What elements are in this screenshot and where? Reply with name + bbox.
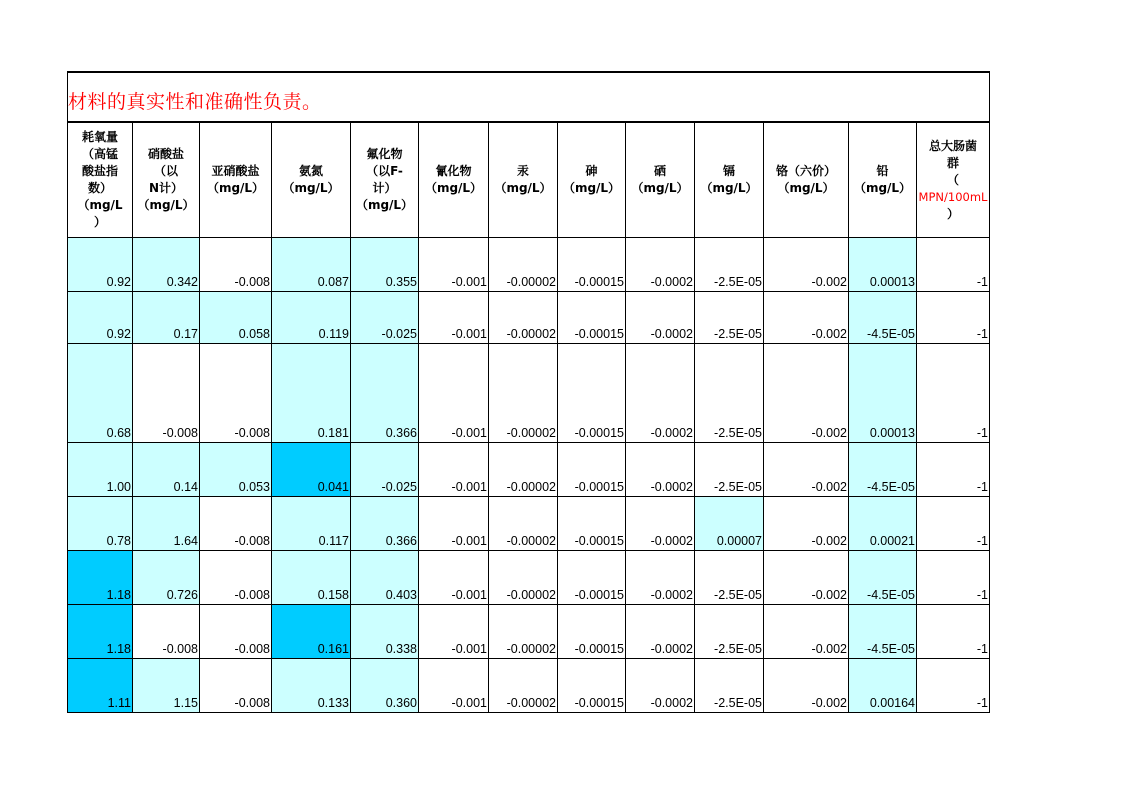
cell-fluoride[interactable]: -0.025 — [351, 292, 419, 344]
cell-ammonia[interactable]: 0.181 — [272, 344, 351, 443]
cell-nitrite[interactable]: -0.008 — [200, 497, 272, 551]
header-line: （mg/L） — [777, 181, 835, 195]
header-line: 酸盐指 — [81, 164, 118, 178]
cell-mercury[interactable]: -0.00002 — [489, 497, 558, 551]
header-line: 铬（六价） — [775, 164, 836, 178]
column-header-arsenic — [558, 123, 626, 238]
cell-arsenic[interactable]: -0.00015 — [558, 238, 626, 292]
cell-mercury[interactable]: -0.00002 — [489, 605, 558, 659]
table-row — [68, 443, 990, 497]
cell-nitrate[interactable]: 1.15 — [133, 659, 200, 713]
header-line: 砷 — [585, 164, 598, 178]
cell-fluoride[interactable]: 0.366 — [351, 497, 419, 551]
cell-coliform[interactable]: -1 — [917, 659, 990, 713]
cell-cyanide[interactable]: -0.001 — [419, 497, 489, 551]
header-line: 镉 — [722, 164, 735, 178]
header-line: （mg/L） — [206, 181, 265, 195]
header-line: （mg/L） — [137, 198, 195, 212]
header-line: 硝酸盐 — [147, 147, 184, 161]
cell-mercury[interactable]: -0.00002 — [489, 292, 558, 344]
cell-selenium[interactable]: -0.0002 — [626, 605, 695, 659]
cell-cod-mn[interactable]: 1.11 — [68, 659, 133, 713]
cell-cadmium[interactable]: -2.5E-05 — [695, 292, 764, 344]
cell-selenium[interactable]: -0.0002 — [626, 292, 695, 344]
cell-cod-mn[interactable]: 0.78 — [68, 497, 133, 551]
cell-mercury[interactable]: -0.00002 — [489, 443, 558, 497]
header-line: MPN/100mL — [918, 189, 988, 204]
cell-nitrate[interactable]: -0.008 — [133, 344, 200, 443]
cell-ammonia[interactable]: 0.158 — [272, 551, 351, 605]
cell-coliform[interactable]: -1 — [917, 551, 990, 605]
header-line: （以F- — [366, 164, 403, 178]
table-row — [68, 292, 990, 344]
table-row — [68, 344, 990, 443]
column-header-cod-mn — [68, 123, 133, 238]
cell-lead[interactable]: 0.00021 — [849, 497, 917, 551]
cell-coliform[interactable]: -1 — [917, 344, 990, 443]
header-line: 氟化物 — [366, 147, 403, 161]
cell-arsenic[interactable]: -0.00015 — [558, 659, 626, 713]
column-header-cyanide — [419, 123, 489, 238]
header-line: （ — [946, 172, 959, 187]
cell-fluoride[interactable]: 0.403 — [351, 551, 419, 605]
cell-mercury[interactable]: -0.00002 — [489, 238, 558, 292]
column-header-chromium-vi — [764, 123, 849, 238]
header-line: （mg/L） — [355, 198, 414, 212]
header-line: 总大肠菌 — [928, 138, 977, 153]
cell-fluoride[interactable]: 0.338 — [351, 605, 419, 659]
cell-chromium-vi[interactable]: -0.002 — [764, 605, 849, 659]
header-line: （mg/L） — [853, 181, 912, 195]
cell-selenium[interactable]: -0.0002 — [626, 659, 695, 713]
cell-ammonia[interactable]: 0.161 — [272, 605, 351, 659]
cell-ammonia[interactable]: 0.041 — [272, 443, 351, 497]
cell-selenium[interactable]: -0.0002 — [626, 443, 695, 497]
table-row — [68, 551, 990, 605]
header-line: （mg/L） — [494, 181, 552, 195]
data-table — [67, 122, 990, 713]
cell-arsenic[interactable]: -0.00015 — [558, 443, 626, 497]
header-line: ） — [93, 215, 106, 229]
cell-cadmium[interactable]: -2.5E-05 — [695, 551, 764, 605]
cell-lead[interactable]: -4.5E-05 — [849, 605, 917, 659]
cell-nitrite[interactable]: 0.058 — [200, 292, 272, 344]
header-line: （mg/L） — [424, 181, 483, 195]
header-line: 硒 — [653, 164, 666, 178]
cell-nitrate[interactable]: -0.008 — [133, 605, 200, 659]
title-row — [67, 71, 990, 122]
cell-arsenic[interactable]: -0.00015 — [558, 551, 626, 605]
cell-arsenic[interactable]: -0.00015 — [558, 344, 626, 443]
cell-mercury[interactable]: -0.00002 — [489, 659, 558, 713]
header-line: 计） — [372, 181, 397, 195]
column-header-coliform — [917, 123, 990, 238]
header-line: （mg/L） — [700, 181, 758, 195]
cell-chromium-vi[interactable]: -0.002 — [764, 551, 849, 605]
cell-lead[interactable]: 0.00164 — [849, 659, 917, 713]
cell-mercury[interactable]: -0.00002 — [489, 551, 558, 605]
cell-cyanide[interactable]: -0.001 — [419, 292, 489, 344]
cell-coliform[interactable]: -1 — [917, 497, 990, 551]
column-header-fluoride — [351, 123, 419, 238]
cell-chromium-vi[interactable]: -0.002 — [764, 292, 849, 344]
cell-cyanide[interactable]: -0.001 — [419, 659, 489, 713]
cell-fluoride[interactable]: -0.025 — [351, 443, 419, 497]
spreadsheet — [67, 71, 990, 714]
cell-cadmium[interactable]: 0.00007 — [695, 497, 764, 551]
cell-nitrite[interactable]: -0.008 — [200, 605, 272, 659]
cell-cod-mn[interactable]: 1.18 — [68, 551, 133, 605]
header-line: （高锰 — [81, 147, 118, 161]
table-row — [68, 238, 990, 292]
cell-fluoride[interactable]: 0.366 — [351, 344, 419, 443]
header-row — [68, 123, 990, 238]
cell-lead[interactable]: 0.00013 — [849, 238, 917, 292]
cell-cadmium[interactable]: -2.5E-05 — [695, 443, 764, 497]
table-row — [68, 497, 990, 551]
cell-coliform[interactable]: -1 — [917, 292, 990, 344]
cell-cyanide[interactable]: -0.001 — [419, 238, 489, 292]
cell-lead[interactable]: -4.5E-05 — [849, 292, 917, 344]
table-row — [68, 605, 990, 659]
header-line: （mg/L — [77, 198, 123, 212]
cell-cyanide[interactable]: -0.001 — [419, 605, 489, 659]
cell-cod-mn[interactable]: 0.92 — [68, 292, 133, 344]
column-header-nitrate — [133, 123, 200, 238]
cell-ammonia[interactable]: 0.119 — [272, 292, 351, 344]
header-line: 汞 — [516, 164, 529, 178]
cell-coliform[interactable]: -1 — [917, 443, 990, 497]
cell-nitrate[interactable]: 0.14 — [133, 443, 200, 497]
cell-cadmium[interactable]: -2.5E-05 — [695, 344, 764, 443]
cell-nitrite[interactable]: -0.008 — [200, 238, 272, 292]
cell-nitrate[interactable]: 0.17 — [133, 292, 200, 344]
header-line: （以 — [153, 164, 178, 178]
cell-cod-mn[interactable]: 1.18 — [68, 605, 133, 659]
header-line: 亚硝酸盐 — [211, 164, 260, 178]
cell-nitrite[interactable]: -0.008 — [200, 659, 272, 713]
cell-mercury[interactable]: -0.00002 — [489, 344, 558, 443]
header-line: 数） — [87, 181, 112, 195]
cell-selenium[interactable]: -0.0002 — [626, 497, 695, 551]
cell-ammonia[interactable]: 0.117 — [272, 497, 351, 551]
header-line: N计） — [148, 181, 184, 195]
cell-nitrite[interactable]: -0.008 — [200, 551, 272, 605]
header-line: 群 — [946, 155, 959, 170]
cell-cod-mn[interactable]: 1.00 — [68, 443, 133, 497]
header-line: （mg/L） — [282, 181, 340, 195]
cell-arsenic[interactable]: -0.00015 — [558, 497, 626, 551]
cell-selenium[interactable]: -0.0002 — [626, 344, 695, 443]
header-line: （mg/L） — [562, 181, 621, 195]
cell-nitrate[interactable]: 0.726 — [133, 551, 200, 605]
column-header-lead — [849, 123, 917, 238]
cell-nitrite[interactable]: 0.053 — [200, 443, 272, 497]
cell-cyanide[interactable]: -0.001 — [419, 344, 489, 443]
column-header-selenium — [626, 123, 695, 238]
column-header-mercury — [489, 123, 558, 238]
header-line: （mg/L） — [631, 181, 689, 195]
cell-arsenic[interactable]: -0.00015 — [558, 292, 626, 344]
cell-cyanide[interactable]: -0.001 — [419, 551, 489, 605]
column-header-ammonia — [272, 123, 351, 238]
cell-chromium-vi[interactable]: -0.002 — [764, 238, 849, 292]
cell-cadmium[interactable]: -2.5E-05 — [695, 605, 764, 659]
cell-lead[interactable]: 0.00013 — [849, 344, 917, 443]
cell-cod-mn[interactable]: 0.68 — [68, 344, 133, 443]
header-line: 氰化物 — [435, 164, 472, 178]
title-text: 材料的真实性和准确性负责。 — [68, 91, 322, 113]
cell-ammonia[interactable]: 0.087 — [272, 238, 351, 292]
header-line: 氨氮 — [298, 164, 323, 178]
cell-fluoride[interactable]: 0.360 — [351, 659, 419, 713]
cell-nitrite[interactable]: -0.008 — [200, 344, 272, 443]
cell-chromium-vi[interactable]: -0.002 — [764, 497, 849, 551]
cell-cyanide[interactable]: -0.001 — [419, 443, 489, 497]
table-row — [68, 659, 990, 713]
cell-chromium-vi[interactable]: -0.002 — [764, 659, 849, 713]
cell-cadmium[interactable]: -2.5E-05 — [695, 238, 764, 292]
header-line: ） — [946, 206, 959, 221]
cell-ammonia[interactable]: 0.133 — [272, 659, 351, 713]
column-header-cadmium — [695, 123, 764, 238]
header-line: 铅 — [876, 164, 889, 178]
header-line: 耗氧量 — [81, 130, 118, 144]
cell-cod-mn[interactable]: 0.92 — [68, 238, 133, 292]
cell-coliform[interactable]: -1 — [917, 605, 990, 659]
cell-chromium-vi[interactable]: -0.002 — [764, 344, 849, 443]
column-header-nitrite — [200, 123, 272, 238]
cell-arsenic[interactable]: -0.00015 — [558, 605, 626, 659]
cell-chromium-vi[interactable]: -0.002 — [764, 443, 849, 497]
cell-coliform[interactable]: -1 — [917, 238, 990, 292]
cell-nitrate[interactable]: 0.342 — [133, 238, 200, 292]
cell-lead[interactable]: -4.5E-05 — [849, 551, 917, 605]
cell-selenium[interactable]: -0.0002 — [626, 238, 695, 292]
cell-nitrate[interactable]: 1.64 — [133, 497, 200, 551]
cell-selenium[interactable]: -0.0002 — [626, 551, 695, 605]
cell-fluoride[interactable]: 0.355 — [351, 238, 419, 292]
cell-lead[interactable]: -4.5E-05 — [849, 443, 917, 497]
cell-cadmium[interactable]: -2.5E-05 — [695, 659, 764, 713]
